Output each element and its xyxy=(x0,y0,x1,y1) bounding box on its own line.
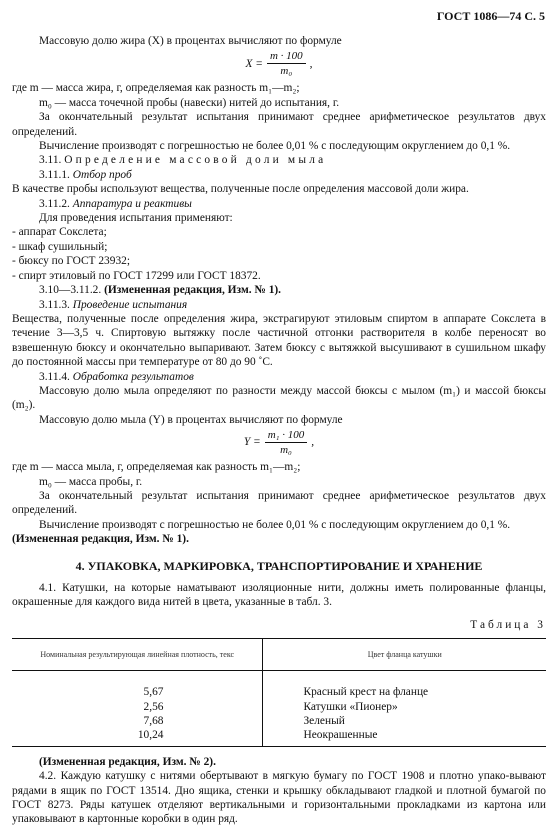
section-3-11-3-number: 3.11.3. xyxy=(39,298,70,311)
amendment-note-1 xyxy=(12,283,546,297)
soap-formula-denominator: m₀ xyxy=(280,444,292,457)
density-value: 5,67 xyxy=(143,686,164,699)
density-value: 2,56 xyxy=(143,700,164,713)
table-color-values xyxy=(263,671,546,747)
fat-formula xyxy=(12,50,546,77)
soap-difference-text: Массовую долю мыла определяют по разности между массой бюксы с мылом (m₁) и массой бюксы (m₂). xyxy=(12,384,546,412)
section-3-11-4-heading xyxy=(12,370,546,384)
section-3-11-1-heading xyxy=(12,168,546,182)
section-3-11-3-title: Проведение испытания xyxy=(72,298,188,311)
fat-formula-intro: Массовую долю жира (X) в процентах вычисляют по формуле xyxy=(39,35,342,47)
soap-formula-tail: , xyxy=(311,436,315,449)
table-header-row xyxy=(12,639,546,671)
table-row xyxy=(12,671,546,747)
fat-final-result: За окончательный результат испытания принимают среднее арифметическое результатов двух определений. xyxy=(12,111,546,138)
flange-color: Катушки «Пионер» xyxy=(303,700,398,713)
section-3-11-1-title: Отбор проб xyxy=(72,168,132,181)
fat-where-m0: m₀ — масса точечной пробы (навески) нитей до испытания, г. xyxy=(39,96,340,109)
page-header: ГОСТ 1086—74 С. 5 xyxy=(436,9,545,23)
soap-formula-numerator: m₁ · 100 xyxy=(265,429,308,443)
fat-precision: Вычисление производят с погрешностью не более 0,01 % с последующим округлением до 0,1 %. xyxy=(39,140,511,153)
apparatus-item: - аппарат Сокслета; xyxy=(12,226,107,239)
section-3-11-4-number: 3.11.4. xyxy=(39,370,70,383)
soap-precision: Вычисление производят с погрешностью не более 0,01 % с последующим округлением до 0,1 %. xyxy=(39,518,511,531)
apparatus-item: - шкаф сушильный; xyxy=(12,240,108,253)
fat-formula-denominator: m₀ xyxy=(280,65,293,78)
fat-formula-numerator: m · 100 xyxy=(267,50,306,64)
procedure-text: Вещества, полученные после определения жира, экстрагируют этиловым спиртом в аппарате Сокслета в течение 3—3,5 ч. Спиртовую вытяжку после частичной отгонки растворителя в колбе переносят во взвешенную бюксу и окончательно выпаривают. Затем бюксу с вытяжкой высушивают в сушильном шкафу до постоянной массы при температуре от 80 до 90 ˚С. xyxy=(12,312,546,369)
section-3-11-title: Определение массовой доли мыла xyxy=(64,154,327,167)
section-3-11-number: 3.11. xyxy=(39,154,62,167)
apparatus-item: - бюксу по ГОСТ 23932; xyxy=(12,255,130,268)
amendment-note-2: (Измененная редакция, Изм. № 2). xyxy=(39,755,216,768)
soap-where-m0: m₀ — масса пробы, г. xyxy=(39,475,143,488)
section-3-11-2-number: 3.11.2. xyxy=(39,197,70,210)
soap-formula-fraction xyxy=(265,429,308,456)
soap-formula xyxy=(12,429,546,456)
table-header-flange-color: Цвет фланца катушки xyxy=(367,650,442,660)
apparatus-item: - спирт этиловый по ГОСТ 17299 или ГОСТ 18372. xyxy=(12,269,261,282)
flange-color: Неокрашенные xyxy=(303,729,378,742)
paragraph-4-2: 4.2. Каждую катушку с нитями обертывают в мягкую бумагу по ГОСТ 1908 и плотно упако-вывают рядами в ящик по ГОСТ 13514. Дно ящика, стенки и крышку обкладывают гладкой и плотной бумагой по ГОСТ 8273. Ряды катушек отделяют вертикальными и горизонтальными прокладками из картона или упаковывают в картонные коробки в один ряд. xyxy=(12,770,546,826)
soap-where-m: где m — масса мыла, г, определяемая как разность m₁—m₂; xyxy=(12,461,301,474)
amendment-1-ref: 3.10—3.11.2. xyxy=(39,284,102,297)
page-content xyxy=(12,34,546,827)
density-value: 10,24 xyxy=(137,729,164,742)
fat-where-m: где m — масса жира, г, определяемая как разность m₁—m₂; xyxy=(12,82,300,95)
section-3-11-4-title: Обработка результатов xyxy=(72,370,194,383)
soap-formula-lhs: Y = xyxy=(243,436,261,449)
table-caption: Таблица 3 xyxy=(470,618,546,631)
fat-formula-tail: , xyxy=(309,57,313,70)
flange-color: Зеленый xyxy=(303,715,345,728)
density-value: 7,68 xyxy=(143,715,164,728)
sampling-text: В качестве пробы используют вещества, полученные после определения массовой доли жира. xyxy=(12,183,469,196)
section-3-11-heading xyxy=(12,153,546,167)
table-3 xyxy=(12,638,546,747)
section-3-11-2-title: Аппаратура и реактивы xyxy=(72,197,192,210)
paragraph-4-1: 4.1. Катушки, на которые наматывают изоляционные нити, должны иметь полированные фланцы, окрашенные для каждого вида нитей в цвета, указанные в табл. 3. xyxy=(12,582,546,609)
table-header-density: Номинальная результирующая линейная плотность, текс xyxy=(12,639,263,671)
amendment-note-soap: (Измененная редакция, Изм. № 1). xyxy=(12,533,189,546)
soap-final-result: За окончательный результат испытания принимают среднее арифметическое результатов двух определений. xyxy=(12,489,546,517)
section-4-title: 4. УПАКОВКА, МАРКИРОВКА, ТРАНСПОРТИРОВАНИЕ И ХРАНЕНИЕ xyxy=(75,558,483,573)
amendment-1-text: (Измененная редакция, Изм. № 1). xyxy=(104,284,282,297)
section-3-11-1-number: 3.11.1. xyxy=(39,168,70,181)
section-3-11-2-heading xyxy=(12,197,546,211)
fat-formula-lhs: X = xyxy=(245,57,263,70)
section-3-11-3-heading xyxy=(12,298,546,312)
fat-formula-fraction xyxy=(267,50,306,77)
flange-color: Красный крест на фланце xyxy=(303,686,429,699)
table-density-values xyxy=(12,671,263,747)
apparatus-intro: Для проведения испытания применяют: xyxy=(39,212,233,225)
soap-formula-intro: Массовую долю мыла (Y) в процентах вычисляют по формуле xyxy=(39,413,343,426)
